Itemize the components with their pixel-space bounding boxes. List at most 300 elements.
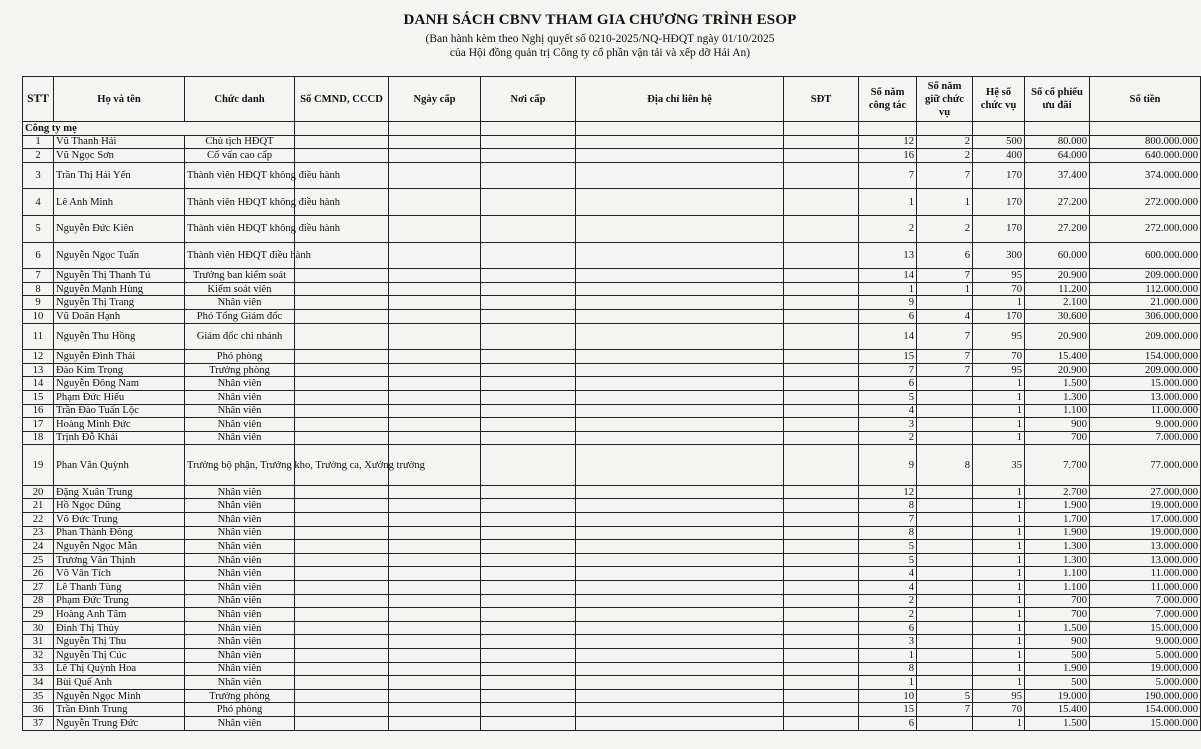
table-row [23,716,1201,730]
cell-phone [784,390,859,404]
cell-name: Nguyễn Thu Hồng [54,323,185,350]
cell-address [576,269,784,283]
cell-amount: 5.000.000 [1090,676,1201,690]
cell-stt: 8 [23,282,54,296]
cell-phone [784,553,859,567]
cell-years-position: 6 [917,242,973,269]
cell-name: Đinh Thị Thủy [54,621,185,635]
table-row [23,418,1201,432]
cell-address [576,594,784,608]
cell-position-coef: 70 [973,350,1025,364]
cell-years-service: 1 [859,649,917,663]
cell-title: Phó phòng [185,350,295,364]
cell-name: Trần Đình Trung [54,703,185,717]
cell-issue-place [481,390,576,404]
cell-years-position: 1 [917,282,973,296]
cell-issue-place [481,540,576,554]
col-header-issue-date: Ngày cấp [389,77,481,122]
cell-amount: 209.000.000 [1090,269,1201,283]
col-header-position-coef: Hệ số chức vụ [973,77,1025,122]
col-header-phone: SĐT [784,77,859,122]
cell-issue-date [389,635,481,649]
table-row [23,269,1201,283]
cell-issue-date [389,377,481,391]
cell-position-coef: 1 [973,594,1025,608]
cell-position-coef: 95 [973,689,1025,703]
cell-title: Chủ tịch HĐQT [185,135,295,149]
cell-id-number [295,621,389,635]
cell-title: Nhân viên [185,594,295,608]
cell-position-coef: 500 [973,135,1025,149]
cell-shares: 1.900 [1025,526,1090,540]
cell-title: Nhân viên [185,676,295,690]
cell-id-number [295,149,389,163]
cell-amount: 13.000.000 [1090,390,1201,404]
cell-title: Phó Tổng Giám đốc [185,309,295,323]
cell-issue-date [389,594,481,608]
cell-title: Nhân viên [185,513,295,527]
cell-name: Trịnh Đỗ Khải [54,431,185,445]
cell-phone [784,282,859,296]
cell-title: Nhân viên [185,716,295,730]
cell-amount: 9.000.000 [1090,635,1201,649]
cell-issue-date [389,363,481,377]
cell-position-coef: 1 [973,608,1025,622]
cell-amount: 77.000.000 [1090,445,1201,486]
cell-position-coef: 1 [973,676,1025,690]
cell-phone [784,621,859,635]
cell-phone [784,594,859,608]
cell-issue-date [389,189,481,216]
cell-stt: 4 [23,189,54,216]
cell-shares: 19.000 [1025,689,1090,703]
cell-address [576,296,784,310]
cell-title: Nhân viên [185,418,295,432]
col-header-title: Chức danh [185,77,295,122]
cell-years-position: 7 [917,323,973,350]
cell-issue-place [481,513,576,527]
cell-title: Nhân viên [185,621,295,635]
cell-issue-date [389,689,481,703]
col-header-years-service: Số năm công tác [859,77,917,122]
cell-title: Kiểm soát viên [185,282,295,296]
cell-phone [784,418,859,432]
table-row [23,309,1201,323]
cell-id-number [295,323,389,350]
cell-title: Thành viên HĐQT không điều hành [185,215,295,242]
table-row [23,431,1201,445]
cell-address [576,540,784,554]
cell-amount: 5.000.000 [1090,649,1201,663]
cell-years-position [917,676,973,690]
cell-issue-place [481,662,576,676]
cell-amount: 13.000.000 [1090,553,1201,567]
cell-title: Nhân viên [185,581,295,595]
cell-phone [784,581,859,595]
cell-stt: 24 [23,540,54,554]
cell-position-coef: 1 [973,431,1025,445]
cell-position-coef: 170 [973,189,1025,216]
cell-years-service: 2 [859,594,917,608]
cell-name: Lê Thanh Tùng [54,581,185,595]
cell-issue-date [389,676,481,690]
cell-years-service: 5 [859,390,917,404]
cell-years-position [917,431,973,445]
cell-issue-date [389,296,481,310]
cell-issue-date [389,513,481,527]
cell-phone [784,350,859,364]
cell-issue-date [389,553,481,567]
cell-title: Nhân viên [185,499,295,513]
cell-stt: 27 [23,581,54,595]
cell-stt: 36 [23,703,54,717]
cell-phone [784,499,859,513]
cell-shares: 700 [1025,594,1090,608]
cell-position-coef: 1 [973,485,1025,499]
cell-title: Giám đốc chi nhánh [185,323,295,350]
cell-id-number [295,716,389,730]
cell-id-number [295,390,389,404]
cell-years-service: 3 [859,418,917,432]
cell-years-service: 2 [859,431,917,445]
table-row [23,296,1201,310]
cell-years-service: 16 [859,149,917,163]
cell-issue-place [481,215,576,242]
cell-issue-place [481,149,576,163]
cell-name: Trương Văn Thịnh [54,553,185,567]
table-header-row [23,77,1201,122]
cell-issue-date [389,269,481,283]
cell-issue-date [389,350,481,364]
cell-title: Nhân viên [185,296,295,310]
cell-position-coef: 95 [973,363,1025,377]
cell-name: Phạm Đức Hiếu [54,390,185,404]
cell-shares: 1.900 [1025,662,1090,676]
cell-years-position [917,513,973,527]
cell-stt: 10 [23,309,54,323]
cell-id-number [295,377,389,391]
cell-id-number [295,649,389,663]
cell-years-service: 8 [859,499,917,513]
cell-shares: 27.200 [1025,189,1090,216]
cell-title: Thành viên HĐQT điều hành [185,242,295,269]
cell-address [576,485,784,499]
cell-title: Nhân viên [185,540,295,554]
cell-stt: 3 [23,162,54,189]
cell-years-position [917,635,973,649]
cell-years-position [917,608,973,622]
cell-address [576,242,784,269]
table-row [23,445,1201,486]
cell-shares: 1.100 [1025,581,1090,595]
cell-shares: 37.400 [1025,162,1090,189]
cell-issue-date [389,662,481,676]
table-row [23,553,1201,567]
cell-position-coef: 1 [973,662,1025,676]
cell-address [576,189,784,216]
cell-issue-date [389,149,481,163]
cell-position-coef: 1 [973,553,1025,567]
cell-years-service: 14 [859,323,917,350]
cell-amount: 7.000.000 [1090,594,1201,608]
cell-amount: 15.000.000 [1090,621,1201,635]
cell-position-coef: 1 [973,716,1025,730]
cell-issue-place [481,649,576,663]
cell-years-service: 2 [859,215,917,242]
table-row [23,689,1201,703]
table-row [23,189,1201,216]
cell-name: Nguyễn Thị Thanh Tú [54,269,185,283]
cell-stt: 13 [23,363,54,377]
table-row [23,149,1201,163]
cell-id-number [295,269,389,283]
cell-id-number [295,418,389,432]
cell-position-coef: 70 [973,703,1025,717]
cell-years-service: 14 [859,269,917,283]
cell-address [576,215,784,242]
cell-years-service: 5 [859,540,917,554]
cell-id-number [295,282,389,296]
cell-phone [784,689,859,703]
cell-phone [784,703,859,717]
cell-shares: 11.200 [1025,282,1090,296]
cell-position-coef: 1 [973,296,1025,310]
cell-position-coef: 400 [973,149,1025,163]
cell-shares: 1.300 [1025,390,1090,404]
cell-address [576,282,784,296]
table-row [23,499,1201,513]
cell-stt: 1 [23,135,54,149]
cell-address [576,581,784,595]
cell-position-coef: 170 [973,215,1025,242]
cell-shares: 1.500 [1025,377,1090,391]
cell-years-position: 5 [917,689,973,703]
cell-issue-place [481,135,576,149]
cell-phone [784,716,859,730]
cell-amount: 190.000.000 [1090,689,1201,703]
cell-amount: 13.000.000 [1090,540,1201,554]
cell-years-service: 3 [859,635,917,649]
cell-stt: 22 [23,513,54,527]
cell-name: Nguyễn Thị Cúc [54,649,185,663]
cell-years-position [917,404,973,418]
cell-issue-place [481,703,576,717]
table-row [23,282,1201,296]
table-row [23,594,1201,608]
cell-issue-date [389,608,481,622]
cell-amount: 9.000.000 [1090,418,1201,432]
cell-address [576,363,784,377]
cell-issue-date [389,581,481,595]
cell-address [576,716,784,730]
cell-id-number [295,485,389,499]
cell-shares: 500 [1025,649,1090,663]
cell-years-service: 6 [859,716,917,730]
cell-name: Võ Đức Trung [54,513,185,527]
cell-shares: 64.000 [1025,149,1090,163]
cell-shares: 15.400 [1025,350,1090,364]
cell-stt: 28 [23,594,54,608]
cell-address [576,567,784,581]
cell-issue-date [389,703,481,717]
cell-issue-place [481,162,576,189]
section-row [23,122,1201,136]
cell-issue-date [389,162,481,189]
cell-position-coef: 300 [973,242,1025,269]
cell-years-service: 9 [859,445,917,486]
cell-address [576,689,784,703]
cell-years-position [917,499,973,513]
cell-amount: 154.000.000 [1090,350,1201,364]
cell-title: Thành viên HĐQT không điều hành [185,162,295,189]
cell-years-position: 2 [917,149,973,163]
cell-name: Hoàng Minh Đức [54,418,185,432]
cell-phone [784,526,859,540]
cell-id-number [295,499,389,513]
cell-id-number [295,431,389,445]
cell-phone [784,149,859,163]
cell-address [576,649,784,663]
cell-position-coef: 1 [973,649,1025,663]
cell-title: Trưởng bộ phận, Trưởng kho, Trưởng ca, Xưởng trưởng [185,445,295,486]
cell-position-coef: 95 [973,269,1025,283]
cell-issue-place [481,553,576,567]
cell-years-position [917,553,973,567]
cell-shares: 900 [1025,635,1090,649]
cell-address [576,309,784,323]
table-row [23,526,1201,540]
cell-issue-date [389,499,481,513]
cell-phone [784,649,859,663]
cell-years-position: 7 [917,703,973,717]
table-row [23,215,1201,242]
cell-issue-date [389,540,481,554]
cell-name: Nguyễn Đông Nam [54,377,185,391]
cell-issue-place [481,635,576,649]
esop-employee-table [22,76,1201,731]
cell-stt: 37 [23,716,54,730]
cell-years-service: 12 [859,485,917,499]
cell-amount: 21.000.000 [1090,296,1201,310]
cell-title: Nhân viên [185,404,295,418]
cell-shares: 900 [1025,418,1090,432]
cell-years-service: 12 [859,135,917,149]
cell-years-position: 8 [917,445,973,486]
cell-issue-date [389,485,481,499]
cell-position-coef: 1 [973,404,1025,418]
cell-name: Lê Anh Minh [54,189,185,216]
cell-address [576,323,784,350]
cell-years-position: 2 [917,215,973,242]
cell-amount: 800.000.000 [1090,135,1201,149]
cell-phone [784,445,859,486]
cell-issue-date [389,431,481,445]
cell-amount: 19.000.000 [1090,662,1201,676]
cell-name: Đào Kim Trọng [54,363,185,377]
table-row [23,676,1201,690]
cell-years-position [917,716,973,730]
cell-issue-place [481,309,576,323]
col-header-name: Họ và tên [54,77,185,122]
table-body [23,122,1201,731]
cell-issue-date [389,309,481,323]
cell-id-number [295,540,389,554]
cell-title: Nhân viên [185,553,295,567]
cell-position-coef: 1 [973,621,1025,635]
table-row [23,135,1201,149]
cell-title: Nhân viên [185,431,295,445]
cell-shares: 1.300 [1025,553,1090,567]
cell-years-position [917,526,973,540]
cell-years-position [917,649,973,663]
cell-years-service: 6 [859,309,917,323]
cell-title: Trưởng phòng [185,363,295,377]
cell-name: Nguyễn Đình Thái [54,350,185,364]
cell-id-number [295,296,389,310]
cell-name: Nguyễn Thị Thu [54,635,185,649]
cell-issue-place [481,608,576,622]
col-header-stt: STT [23,77,54,122]
cell-title: Thành viên HĐQT không điều hành [185,189,295,216]
cell-amount: 374.000.000 [1090,162,1201,189]
cell-issue-date [389,621,481,635]
table-row [23,540,1201,554]
cell-title: Nhân viên [185,662,295,676]
cell-issue-place [481,431,576,445]
cell-position-coef: 1 [973,635,1025,649]
table-row [23,662,1201,676]
cell-shares: 1.500 [1025,716,1090,730]
cell-position-coef: 1 [973,540,1025,554]
cell-years-service: 15 [859,703,917,717]
cell-years-position [917,485,973,499]
cell-name: Nguyễn Trung Đức [54,716,185,730]
cell-years-position [917,621,973,635]
cell-issue-place [481,716,576,730]
cell-years-position: 7 [917,162,973,189]
cell-stt: 19 [23,445,54,486]
cell-name: Bùi Quế Anh [54,676,185,690]
cell-issue-date [389,215,481,242]
cell-issue-place [481,445,576,486]
cell-amount: 19.000.000 [1090,526,1201,540]
cell-amount: 7.000.000 [1090,431,1201,445]
cell-issue-date [389,649,481,663]
cell-amount: 209.000.000 [1090,323,1201,350]
cell-phone [784,215,859,242]
cell-amount: 15.000.000 [1090,377,1201,391]
cell-years-position [917,540,973,554]
cell-id-number [295,135,389,149]
cell-years-position [917,567,973,581]
cell-amount: 27.000.000 [1090,485,1201,499]
cell-title: Phó phòng [185,703,295,717]
cell-years-service: 8 [859,662,917,676]
cell-years-service: 2 [859,608,917,622]
cell-phone [784,309,859,323]
cell-position-coef: 70 [973,282,1025,296]
cell-name: Đặng Xuân Trung [54,485,185,499]
cell-amount: 272.000.000 [1090,215,1201,242]
cell-address [576,404,784,418]
document-subtitle-line2: của Hội đồng quản trị Công ty cổ phần vận tải và xếp dỡ Hải An) [449,47,751,59]
cell-name: Vũ Doãn Hạnh [54,309,185,323]
cell-address [576,418,784,432]
cell-stt: 7 [23,269,54,283]
cell-issue-place [481,269,576,283]
cell-years-position [917,296,973,310]
cell-stt: 16 [23,404,54,418]
